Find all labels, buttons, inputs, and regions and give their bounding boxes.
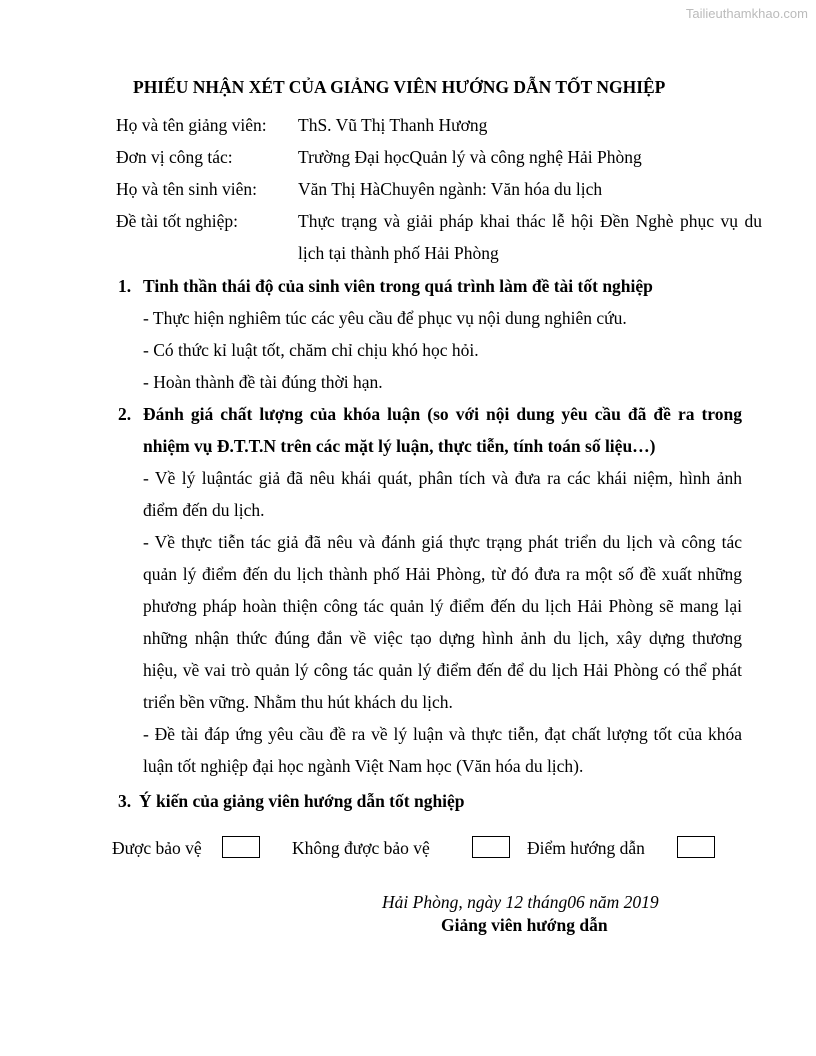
text-line: hiệu, về vai trò quản lý công tác quản lý điểm đến để du lịch Hải Phòng có thể phát: [143, 660, 742, 680]
text-line: những nhận thức đúng đắn về việc tạo dựng hình ảnh du lịch, xây dựng thương: [143, 628, 742, 648]
text-line: - Thực hiện nghiêm túc các yêu cầu để phục vụ nội dung nghiên cứu.: [143, 308, 627, 328]
info-value: Văn Thị HàChuyên ngành: Văn hóa du lịch: [298, 179, 603, 199]
info-label: Đề tài tốt nghiệp:: [116, 211, 238, 231]
info-value: Trường Đại họcQuản lý và công nghệ Hải Phòng: [298, 147, 642, 167]
protect-label: Được bảo vệ: [112, 838, 202, 858]
info-value-cont: lịch tại thành phố Hải Phòng: [298, 243, 499, 263]
text-line: quản lý điểm đến du lịch thành phố Hải Phòng, từ đó đưa ra một số đề xuất những: [143, 564, 742, 584]
section-heading: Ý kiến của giảng viên hướng dẫn tốt nghiệp: [139, 791, 465, 811]
section-heading-cont: nhiệm vụ Đ.T.T.N trên các mặt lý luận, thực tiễn, tính toán số liệu…): [143, 436, 656, 456]
page-title: PHIẾU NHẬN XÉT CỦA GIẢNG VIÊN HƯỚNG DẪN TỐT NGHIỆP: [133, 77, 666, 97]
text-line: - Có thức kỉ luật tốt, chăm chỉ chịu khó học hỏi.: [143, 340, 479, 360]
section-number: 2.: [118, 404, 132, 424]
info-value: ThS. Vũ Thị Thanh Hương: [298, 115, 488, 135]
no-protect-checkbox[interactable]: [472, 836, 510, 858]
text-line: luận tốt nghiệp đại học ngành Việt Nam học (Văn hóa du lịch).: [143, 756, 584, 776]
info-label: Họ và tên giảng viên:: [116, 115, 267, 135]
protect-checkbox[interactable]: [222, 836, 260, 858]
section-heading: Tinh thần thái độ của sinh viên trong quá trình làm đề tài tốt nghiệp: [143, 276, 653, 296]
info-label: Họ và tên sinh viên:: [116, 179, 257, 199]
no-protect-label: Không được bảo vệ: [292, 838, 430, 858]
section-heading: Đánh giá chất lượng của khóa luận (so với nội dung yêu cầu đã đề ra trong: [143, 404, 742, 424]
text-line: phương pháp hoàn thiện công tác quản lý điểm đến du lịch Hải Phòng sẽ mang lại: [143, 596, 742, 616]
date-line: Hải Phòng, ngày 12 tháng06 năm 2019: [382, 892, 659, 912]
watermark: Tailieuthamkhao.com: [685, 6, 808, 21]
text-line: triển bền vững. Nhằm thu hút khách du lịch.: [143, 692, 453, 712]
text-line: - Đề tài đáp ứng yêu cầu đề ra về lý luận và thực tiễn, đạt chất lượng tốt của khóa: [143, 724, 742, 744]
score-box[interactable]: [677, 836, 715, 858]
text-line: điểm đến du lịch.: [143, 500, 265, 520]
text-line: - Hoàn thành đề tài đúng thời hạn.: [143, 372, 383, 392]
signer-title: Giảng viên hướng dẫn: [441, 915, 608, 935]
text-line: - Về thực tiễn tác giả đã nêu và đánh giá thực trạng phát triển du lịch và công tác: [143, 532, 742, 552]
section-number: 1.: [118, 276, 132, 296]
text-line: - Về lý luậntác giả đã nêu khái quát, phân tích và đưa ra các khái niệm, hình ảnh: [143, 468, 742, 488]
score-label: Điểm hướng dẫn: [527, 838, 645, 858]
section-number: 3.: [118, 791, 132, 811]
info-value: Thực trạng và giải pháp khai thác lễ hội Đền Nghè phục vụ du: [298, 211, 762, 231]
info-label: Đơn vị công tác:: [116, 147, 233, 167]
